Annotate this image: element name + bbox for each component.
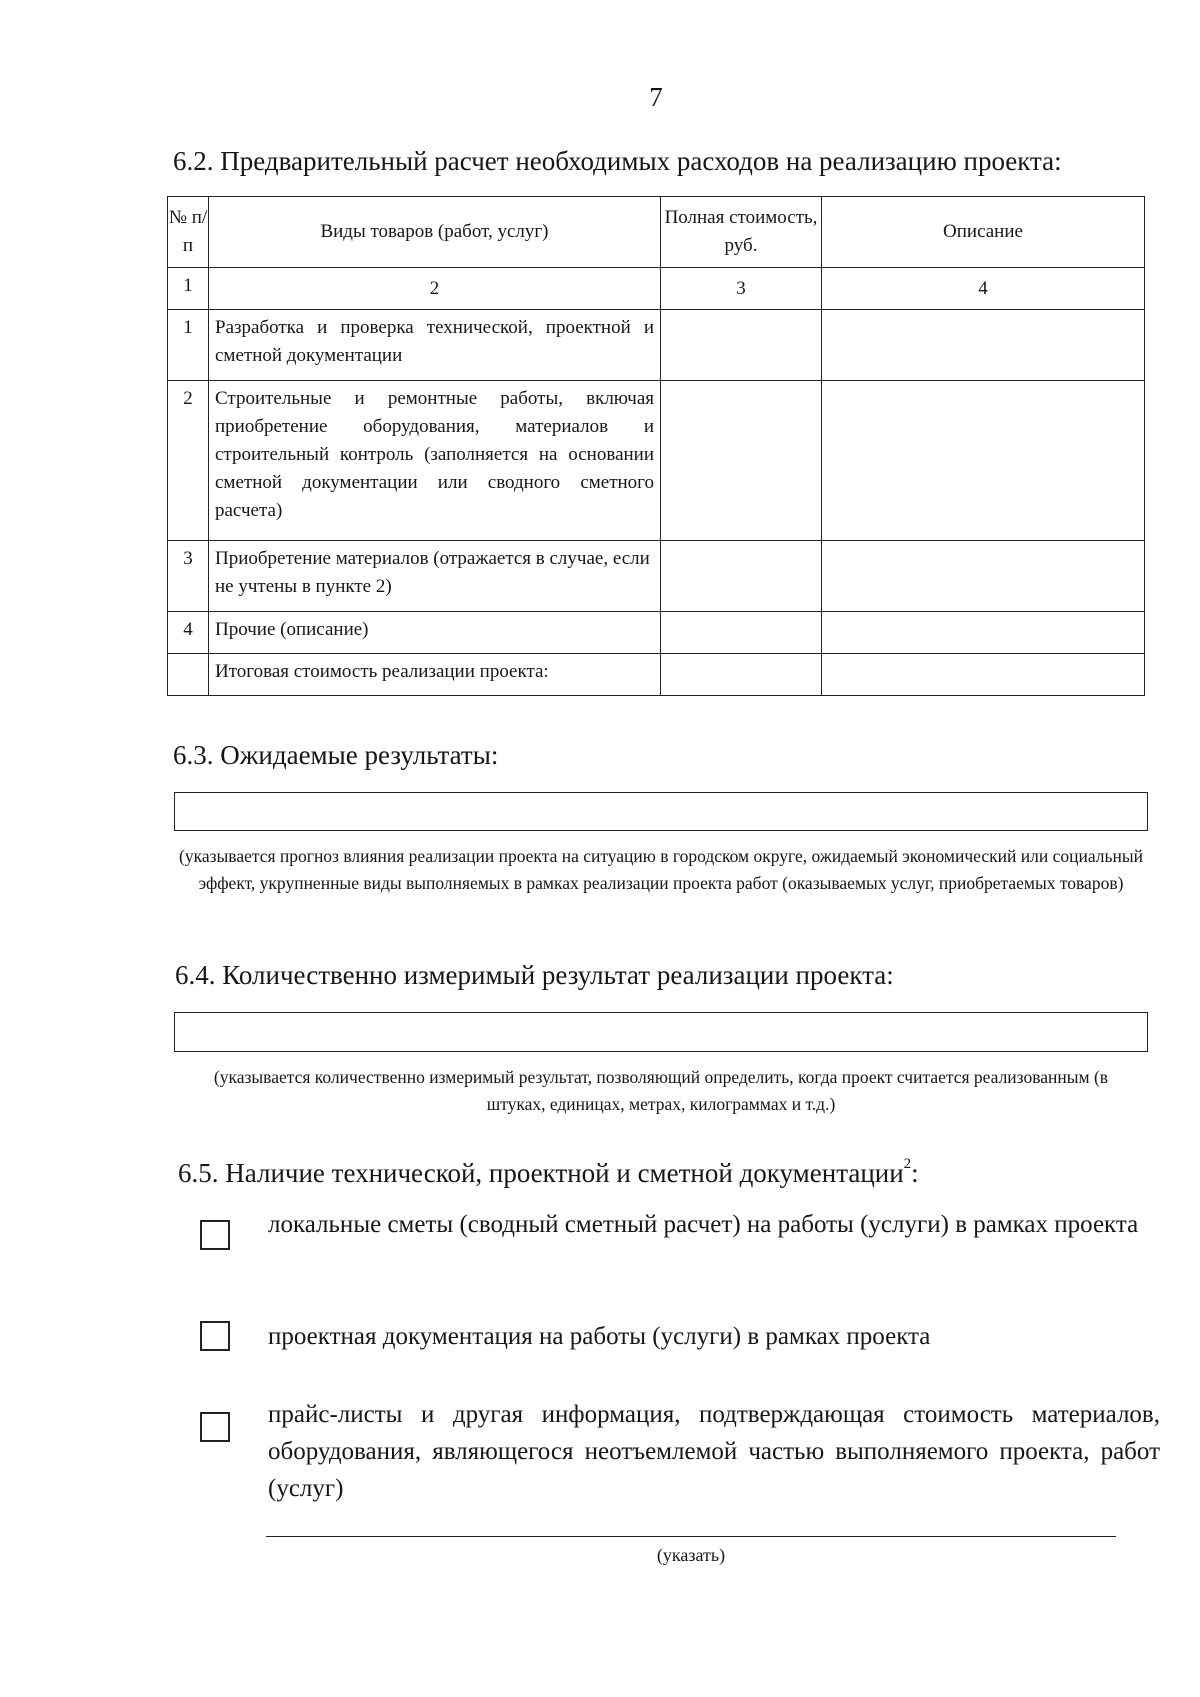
table-header-row	[168, 197, 1145, 268]
specify-line[interactable]	[266, 1536, 1116, 1537]
header-kind: Виды товаров (работ, услуг)	[209, 197, 661, 268]
index-cell: 3	[661, 268, 822, 310]
header-desc: Описание	[822, 197, 1145, 268]
section-heading-6-2: 6.2. Предварительный расчет необходимых расходов на реализацию проекта:	[173, 146, 1062, 176]
table-row	[168, 541, 1145, 612]
table-total-row	[168, 654, 1145, 696]
measurable-result-hint: (указывается количественно измеримый результат, позволяющий определить, когда проект считается реализованным (в штуках, единицах, метрах, килограммах и т.д.)	[213, 1067, 1109, 1114]
row-kind: Приобретение материалов (отражается в случае, если не учтены в пункте 2)	[209, 541, 661, 612]
row-cost-cell[interactable]	[661, 612, 822, 654]
project-docs-label: проектная документация на работы (услуги) в рамках проекта	[268, 1323, 931, 1350]
row-kind: Прочие (описание)	[209, 612, 661, 654]
index-cell: 2	[209, 268, 661, 310]
expected-results-hint: (указывается прогноз влияния реализации проекта на ситуацию в городском округе, ожидаемый экономический или социальный эффект, укрупненные виды выполняемых в рамках реализации проекта работ (оказываемых услуг, приобретаемых товаров)	[179, 846, 1143, 893]
index-cell: 1	[168, 268, 209, 310]
row-desc-cell[interactable]	[822, 381, 1145, 541]
header-cost: Полная стоимость, руб.	[661, 197, 822, 268]
doc-option-price-lists	[200, 1396, 1160, 1511]
table-row	[168, 310, 1145, 381]
project-docs-checkbox[interactable]	[200, 1321, 230, 1351]
section-heading-6-4: 6.4. Количественно измеримый результат реализации проекта:	[175, 960, 894, 990]
row-num: 2	[168, 381, 209, 541]
total-cost-cell[interactable]	[661, 654, 822, 696]
table-index-row	[168, 268, 1145, 310]
row-num	[168, 654, 209, 696]
estimates-checkbox[interactable]	[200, 1220, 230, 1250]
total-label: Итоговая стоимость реализации проекта:	[209, 654, 661, 696]
row-num: 3	[168, 541, 209, 612]
row-num: 4	[168, 612, 209, 654]
cost-table	[167, 196, 1145, 696]
index-cell: 4	[822, 268, 1145, 310]
row-desc-cell[interactable]	[822, 541, 1145, 612]
row-kind: Строительные и ремонтные работы, включая приобретение оборудования, материалов и строительный контроль (заполняется на основании сметной документации или сводного сметного расчета)	[209, 381, 661, 541]
measurable-result-field[interactable]	[174, 1012, 1148, 1052]
row-kind: Разработка и проверка технической, проектной и сметной документации	[209, 310, 661, 381]
row-cost-cell[interactable]	[661, 381, 822, 541]
specify-caption: (указать)	[656, 1545, 726, 1565]
row-desc-cell[interactable]	[822, 310, 1145, 381]
expected-results-field[interactable]	[174, 792, 1148, 831]
header-num: № п/п	[168, 197, 209, 268]
section-heading-6-5-text: 6.5. Наличие технической, проектной и сметной документации	[178, 1158, 904, 1188]
estimates-label: локальные сметы (сводный сметный расчет) на работы (услуги) в рамках проекта	[268, 1211, 1139, 1238]
section-heading-6-5-suffix: :	[911, 1158, 919, 1188]
price-lists-checkbox[interactable]	[200, 1412, 230, 1442]
table-row	[168, 612, 1145, 654]
doc-option-estimates	[200, 1206, 1160, 1286]
row-num: 1	[168, 310, 209, 381]
row-desc-cell[interactable]	[822, 612, 1145, 654]
row-cost-cell[interactable]	[661, 310, 822, 381]
section-heading-6-3: 6.3. Ожидаемые результаты:	[173, 740, 499, 770]
row-cost-cell[interactable]	[661, 541, 822, 612]
table-row	[168, 381, 1145, 541]
footnote-mark: 2	[903, 1156, 912, 1172]
total-desc-cell[interactable]	[822, 654, 1145, 696]
price-lists-label: прайс-листы и другая информация, подтверждающая стоимость материалов, оборудования, являющегося неотъемлемой частью выполняемого проекта, работ (услуг)	[268, 1401, 1160, 1502]
section-heading-6-5	[178, 1158, 919, 1189]
page-number: 7	[649, 82, 663, 112]
doc-option-project-docs	[200, 1318, 1160, 1358]
